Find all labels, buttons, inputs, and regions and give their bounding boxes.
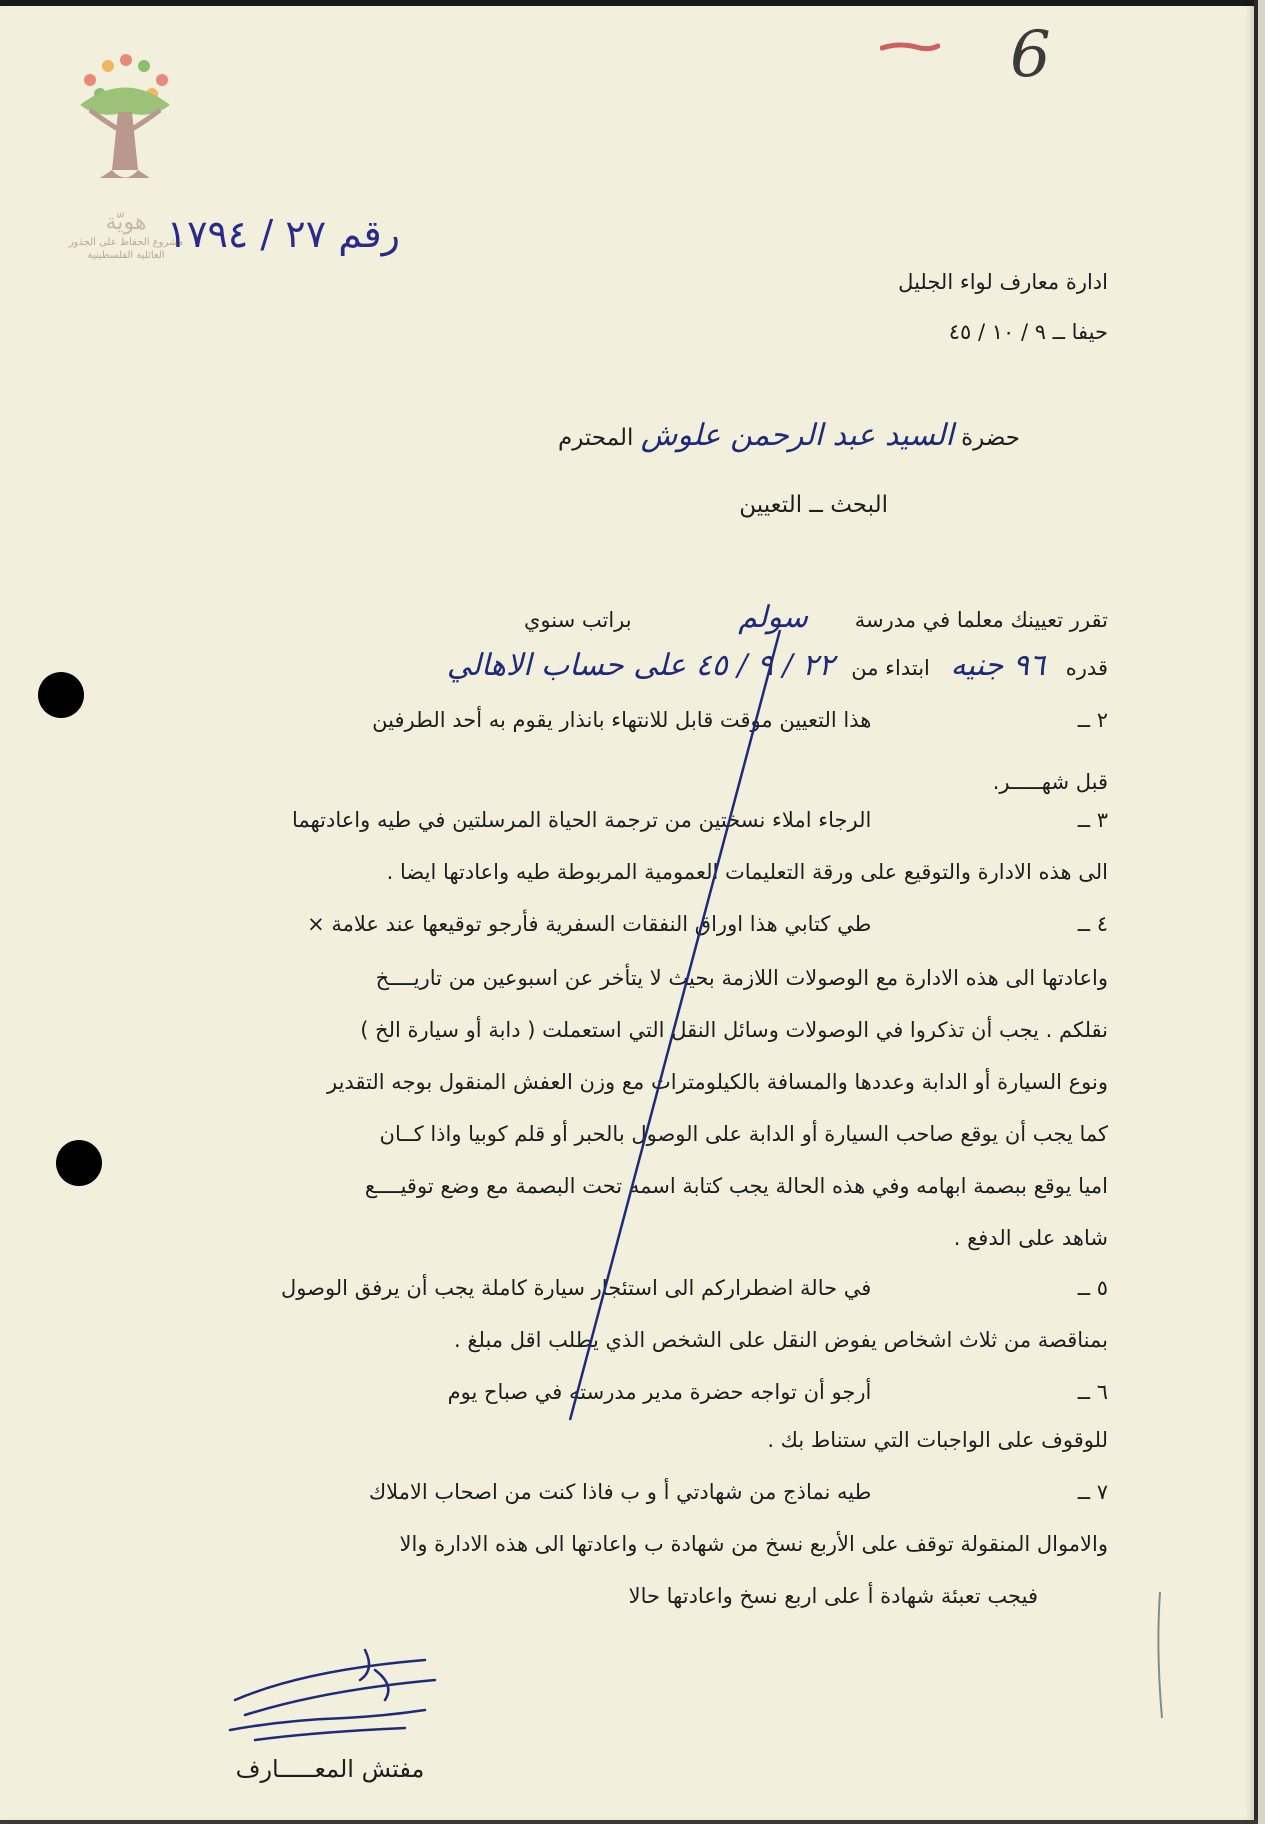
para5-text-a: في حالة اضطراركم الى استئجار سيارة كاملة يجب أن يرفق الوصول <box>281 1276 872 1300</box>
para4-line3: نقلكم . يجب أن تذكروا في الوصولات وسائل النقل التي استعملت ( دابة أو سيارة الخ ) <box>360 1018 1108 1042</box>
para4-line1 <box>307 912 1108 936</box>
para6-text-a: أرجو أن تواجه حضرة مدير مدرسته في صباح يوم <box>447 1380 872 1404</box>
para2-text-a: هذا التعيين موقت قابل للانتهاء بانذار يقوم به أحد الطرفين <box>372 708 872 732</box>
para1-salary-prefix: قدره <box>1065 656 1108 680</box>
para2-number: ٢ ــ <box>1077 708 1108 732</box>
para4-number: ٤ ــ <box>1077 912 1108 936</box>
para7-line2: والاموال المنقولة توقف على الأربع نسخ من شهادة ب واعادتها الى هذه الادارة والا <box>399 1532 1108 1556</box>
para5-line1 <box>281 1276 1108 1300</box>
logo-caption-title: هويّة <box>105 210 147 235</box>
school-name: سولم <box>738 600 809 635</box>
para4-text-a: طي كتابي هذا اوراق النفقات السفرية فأرجو توقيعها عند علامة × <box>307 912 872 936</box>
sender-office: ادارة معارف لواء الجليل <box>898 270 1108 294</box>
family-tree-logo-icon <box>70 50 180 210</box>
para6-line1 <box>448 1380 1108 1404</box>
para1-text-b: براتب سنوي <box>523 608 632 632</box>
logo-caption-subtitle: مشروع الحفاظ على الجذور العائلية الفلسطينية <box>68 237 184 261</box>
punch-hole-bottom <box>56 1140 102 1186</box>
para4-line5: كما يجب أن يوقع صاحب السيارة أو الدابة على الوصول بالحبر أو قلم كوبيا واذا كــان <box>379 1122 1108 1146</box>
para4-line4: ونوع السيارة أو الدابة وعددها والمسافة بالكيلومترات مع وزن العفش المنقول بوجه التقدير <box>326 1070 1108 1094</box>
reference-number: رقم ٢٧ / ١٧٩٤ <box>166 212 400 256</box>
subject-line: البحث ــ التعيين <box>739 492 888 518</box>
para5-line2: بمناقصة من ثلاث اشخاص يفوض النقل على الشخص الذي يطلب اقل مبلغ . <box>453 1328 1108 1352</box>
addressee-line <box>558 418 1020 453</box>
margin-pencil-mark-icon <box>1154 1590 1166 1720</box>
para1-start-prefix: ابتداء من <box>851 656 930 680</box>
scan-edge-top <box>0 0 1258 6</box>
signature-title: مفتش المعـــــارف <box>235 1755 425 1783</box>
red-pencil-mark-icon <box>880 38 940 58</box>
start-date: ٢٢ / ٩ / ٤٥ على حساب الاهالي <box>446 648 835 683</box>
scan-edge-bottom <box>0 1820 1258 1824</box>
para2-line2: قبل شهـــــر. <box>992 770 1108 794</box>
sender-place-date: حيفا ــ ٩ / ١٠ / ٤٥ <box>948 320 1108 344</box>
para5-number: ٥ ــ <box>1077 1276 1108 1300</box>
para1-line2 <box>447 648 1108 683</box>
para7-line1 <box>369 1480 1108 1504</box>
para3-line2: الى هذه الادارة والتوقيع على ورقة التعليمات العمومية المربوطة طيه واعادتها ايضا . <box>386 860 1108 884</box>
para2-line1 <box>372 708 1108 732</box>
punch-hole-top <box>38 672 84 718</box>
para6-number: ٦ ــ <box>1077 1380 1108 1404</box>
para3-line1 <box>292 808 1108 832</box>
addressee-prefix: حضرة <box>961 425 1020 451</box>
addressee-suffix: المحترم <box>557 425 634 451</box>
salary-amount: ٩٦ جنيه <box>950 648 1046 683</box>
page-number: 6 <box>1010 18 1051 92</box>
addressee-name: السيد عبد الرحمن علوش <box>640 418 954 453</box>
para4-line7: شاهد على الدفع . <box>953 1226 1108 1250</box>
para4-line6: اميا يوقع ببصمة ابهامه وفي هذه الحالة يجب كتابة اسمه تحت البصمة مع وضع توقيــــع <box>364 1174 1108 1198</box>
para3-text-a: الرجاء املاء نسختين من ترجمة الحياة المرسلتين في طيه واعادتهما <box>291 808 872 832</box>
para6-line2: للوقوف على الواجبات التي ستناط بك . <box>767 1428 1108 1452</box>
para1-line1 <box>148 600 1108 635</box>
para4-line2: واعادتها الى هذه الادارة مع الوصولات اللازمة بحيث لا يتأخر عن اسبوعين من تاريــــخ <box>375 966 1108 990</box>
para7-text-a: طيه نماذج من شهادتي أ و ب فاذا كنت من اصحاب الاملاك <box>368 1480 872 1504</box>
scan-edge-right <box>1254 0 1258 1824</box>
para7-number: ٧ ــ <box>1077 1480 1108 1504</box>
para1-text-a: تقرر تعيينك معلما في مدرسة <box>854 608 1108 632</box>
inspector-signature-icon <box>225 1640 455 1760</box>
para7-line3: فيجب تعبئة شهادة أ على اربع نسخ واعادتها حالا <box>628 1584 1038 1608</box>
para3-number: ٣ ــ <box>1077 808 1108 832</box>
